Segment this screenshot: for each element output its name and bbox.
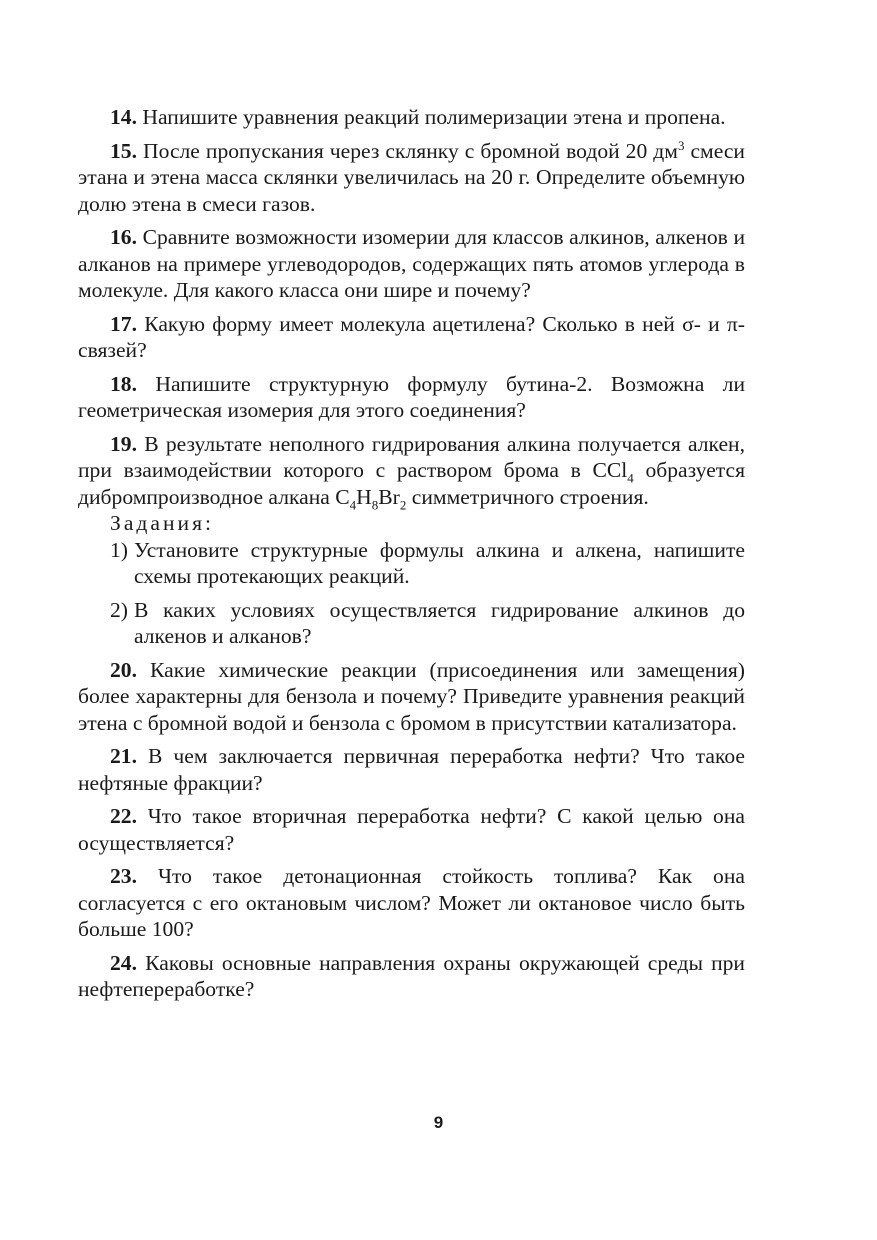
question-text: Что такое вторичная переработка нефти? С какой целью она осуществляется? (78, 804, 745, 855)
question-text: симметричного строения. (406, 484, 649, 509)
question-number: 19. (110, 431, 137, 456)
question-text: Br (378, 484, 400, 509)
superscript: 3 (677, 137, 685, 153)
question-17 (78, 311, 745, 364)
task-number: 1) (110, 537, 128, 562)
question-number: 16. (110, 225, 137, 249)
question-text: В результате неполного гидрирования алкина получается алкен, при взаимодействии которого с раствором брома в CCl (78, 431, 745, 482)
question-number: 15. (110, 138, 137, 163)
question-15 (78, 138, 745, 218)
question-text: Каковы основные направления охраны окружающей среды при нефтепереработке? (78, 950, 745, 1001)
question-text: Сравните возможности изомерии для классов алкинов, алкенов и алканов на примере углеводородов, содержащих пять атомов углерода в молекуле. Для какого класса они шире и почему? (78, 225, 745, 302)
question-22 (78, 803, 745, 856)
question-number: 18. (110, 371, 137, 396)
question-24 (78, 950, 745, 1003)
subscript: 8 (371, 496, 379, 512)
question-text: Что такое детонационная стойкость топлива? Как она согласуется с его октановым числом? Может ли октановое число быть больше 100? (78, 864, 745, 941)
subscript: 4 (627, 470, 634, 486)
question-number: 23. (110, 864, 137, 888)
subscript: 2 (399, 496, 407, 512)
question-number: 22. (110, 804, 137, 828)
tasks-label: Задания: (110, 511, 215, 535)
question-number: 21. (110, 744, 137, 768)
question-text: Какие химические реакции (присоединения или замещения) более характерны для бензола и почему? Приведите уравнения реакций этена с бромной водой и бензола с бромом в присутствии катализатора. (78, 657, 745, 735)
question-23 (78, 863, 745, 943)
question-20 (78, 657, 745, 737)
task-text: В каких условиях осуществляется гидрирование алкинов до алкенов и алканов? (134, 597, 745, 648)
question-16 (78, 224, 745, 304)
page-body (78, 104, 745, 1010)
subscript: 4 (349, 496, 357, 512)
question-21 (78, 743, 745, 796)
question-number: 24. (110, 950, 137, 975)
task-item-2 (78, 597, 745, 650)
task-text: Установите структурные формулы алкина и алкена, напишите схемы протекающих реакций. (134, 537, 745, 588)
task-item-1 (78, 537, 745, 590)
question-14 (78, 104, 745, 131)
page-number: 9 (433, 1113, 444, 1132)
question-text: смеси этана и этена масса склянки увеличилась на 20 г. Определите объемную долю этена в смеси газов. (78, 138, 745, 216)
question-number: 14. (110, 105, 137, 129)
question-number: 20. (110, 657, 137, 682)
question-text: После пропускания через склянку с бромной водой 20 дм (143, 138, 678, 163)
question-text: Напишите структурную формулу бутина-2. Возможна ли геометрическая изомерия для этого соединения? (78, 371, 746, 422)
question-text: Какую форму имеет молекула ацетилена? Сколько в ней σ- и π-связей? (78, 311, 745, 362)
question-text: образуется дибромпроизводное алкана C (78, 458, 746, 509)
question-number: 17. (110, 311, 137, 336)
question-19 (78, 431, 745, 511)
question-text: В чем заключается первичная переработка нефти? Что такое нефтяные фракции? (78, 744, 745, 795)
task-number: 2) (110, 597, 128, 622)
question-18 (78, 371, 745, 424)
question-text: Напишите уравнения реакций полимеризации этена и пропена. (142, 105, 726, 129)
question-text: H (356, 484, 372, 509)
